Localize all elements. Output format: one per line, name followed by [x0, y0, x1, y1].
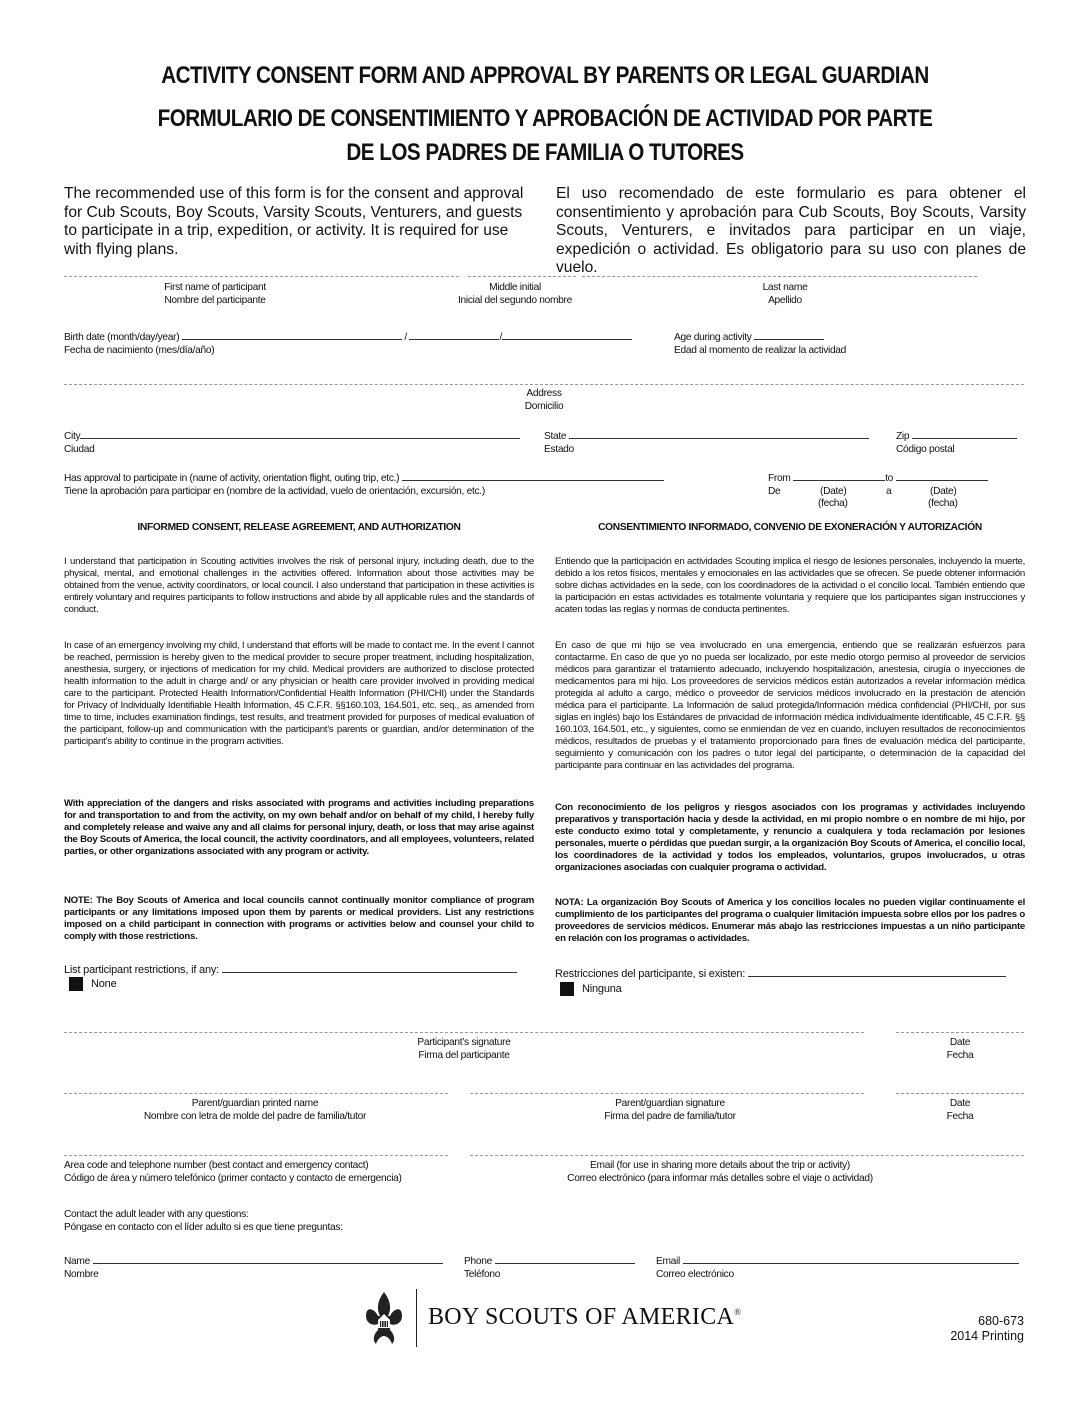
first-name-label-es: Nombre del participante [164, 294, 266, 306]
parent-phone-label-es: Código de área y número telefónico (primer contacto y contacto de emergencia) [64, 1172, 402, 1184]
parent-printed-name-label-es: Nombre con letra de molde del padre de familia/tutor [143, 1110, 367, 1122]
form-number: 680-673 [978, 1314, 1024, 1328]
state-field[interactable] [569, 430, 869, 439]
none-checkbox-en[interactable] [69, 977, 83, 991]
intro-spanish: El uso recomendado de este formulario es para obtener el consentimiento y aprobación para Cub Scouts, Boy Scouts, Varsity Scouts, Venturers, e invitados para participar en un viaje, expedición o actividad. Es obligatorio para su uso con planes de vuelo. [556, 185, 1026, 276]
middle-initial-label [430, 282, 600, 307]
from-date-field[interactable] [793, 472, 885, 481]
parent-phone-label [64, 1160, 454, 1185]
intro-english: The recommended use of this form is for the consent and approval for Cub Scouts, Boy Scouts, Varsity Scouts, Venturers, and guests to participate in a trip, expedition, or activity. It is required for use with flying plans. [64, 185, 524, 258]
first-name-field[interactable] [64, 276, 459, 277]
participant-signature-field[interactable] [64, 1032, 864, 1033]
first-name-label [115, 282, 315, 307]
state-label-en: State [544, 431, 567, 442]
birth-date-slash: / [404, 332, 407, 343]
parent-date-field[interactable] [896, 1093, 1024, 1094]
age-field[interactable] [754, 331, 824, 340]
none-label-es: Ninguna [582, 982, 622, 995]
leader-phone-field[interactable] [495, 1255, 635, 1264]
consent-paragraph-2-en: In case of an emergency involving my child, I understand that efforts will be made to contact me. In the event I cannot be reached, permission is hereby given to the medical provider to secure proper treatment, including hospitalization, anesthesia, surgery, or injections of medication for my child. Medical providers are authorized to disclose protected health information to the adult in charge and/ or any physician or health care provider involved in providing medical care to the participant. Protected Health Information/Confidential Health Information (PHI/CHI) under the Standards for Privacy of Individually Identifiable Health Information, 45 C.F.R. §§160.103, 164.501, etc. seq., as amended from time to time, includes examination findings, test results, and treatment provided for purposes of medical evaluation of the participant, follow-up and communication with the participant’s parents or guardian, and/or determination of the participant’s ability to continue in the program activities. [64, 640, 534, 747]
approval-label-es: Tiene la aprobación para participar en (nombre de la actividad, vuelo de orientación, excursión, etc.) [64, 485, 485, 497]
form-info [900, 1314, 1024, 1344]
participant-date-field[interactable] [896, 1032, 1024, 1033]
leader-email-label-en: Email [656, 1256, 680, 1267]
from-label-es: De [768, 485, 781, 497]
restrictions-field-en[interactable] [222, 964, 517, 973]
last-name-label-en: Last name [762, 282, 808, 293]
zip-field[interactable] [912, 430, 1017, 439]
city-label-es: Ciudad [64, 443, 95, 455]
address-label-en: Address [526, 388, 562, 399]
leader-name-field[interactable] [93, 1255, 443, 1264]
parent-printed-name-field[interactable] [64, 1093, 448, 1094]
middle-initial-field[interactable] [468, 276, 576, 277]
date-range-row [768, 472, 998, 510]
title-spanish-line-1: FORMULARIO DE CONSENTIMIENTO Y APROBACIÓN DE ACTIVIDAD POR PARTE [157, 105, 933, 132]
last-name-label-es: Apellido [768, 294, 802, 306]
zip-label-es: Código postal [896, 443, 955, 455]
leader-contact-intro [64, 1209, 564, 1234]
birth-year-field[interactable] [502, 331, 632, 340]
leader-email-field[interactable] [683, 1255, 1019, 1264]
birth-month-field[interactable] [182, 331, 402, 340]
from-label-en: From [768, 473, 791, 484]
state-label-es: Estado [544, 443, 574, 455]
last-name-label [730, 282, 840, 307]
note-paragraph-en: NOTE: The Boy Scouts of America and local councils cannot continually monitor compliance of program participants or any limitations imposed upon them by parents or medical providers. List any restrictions imposed on a child participant in connection with programs or activities below and counsel your child to comply with those restrictions. [64, 895, 534, 942]
parent-printed-name-label-en: Parent/guardian printed name [191, 1098, 319, 1109]
printing-year: 2014 Printing [950, 1329, 1024, 1343]
fleur-de-lis-icon [364, 1290, 404, 1346]
leader-contact-intro-en: Contact the adult leader with any questions: [64, 1209, 249, 1220]
consent-paragraph-1-en: I understand that participation in Scouting activities involves the risk of personal injury, including death, due to the physical, mental, and emotional challenges in the activities offered. Information about those activities may be obtained from the venue, activity coordinators, or local council. I also understand that participation in these activities is entirely voluntary and requires participants to follow instructions and abide by all applicable rules and the standards of conduct. [64, 556, 534, 615]
address-label-es: Domicilio [524, 400, 564, 412]
title-english: ACTIVITY CONSENT FORM AND APPROVAL BY PARENTS OR LEGAL GUARDIAN [161, 62, 929, 89]
last-name-field[interactable] [582, 276, 977, 277]
participant-signature-label-es: Firma del participante [418, 1049, 510, 1061]
none-checkbox-es[interactable] [560, 982, 574, 996]
city-row [64, 430, 534, 456]
restrictions-en [64, 964, 534, 991]
parent-printed-name-label [60, 1098, 450, 1123]
leader-phone-label-en: Phone [464, 1256, 492, 1267]
parent-date-label-es: Fecha [946, 1110, 974, 1122]
org-name [428, 1304, 741, 1331]
birth-date-row [64, 331, 674, 357]
parent-email-label-en: Email (for use in sharing more details about the trip or activity) [590, 1160, 850, 1171]
parent-signature-label-es: Firma del padre de familia/tutor [604, 1110, 736, 1122]
zip-label-en: Zip [896, 431, 910, 442]
city-label-en: City [64, 431, 81, 442]
middle-initial-label-en: Middle initial [489, 282, 541, 293]
birth-date-slash: / [499, 332, 502, 343]
to-label-en: to [885, 473, 894, 484]
leader-name-label-es: Nombre [64, 1268, 99, 1280]
address-label [494, 388, 594, 413]
title-spanish-line-2: DE LOS PADRES DE FAMILIA O TUTORES [346, 139, 744, 166]
restrictions-label-en: List participant restrictions, if any: [64, 964, 220, 976]
parent-signature-field[interactable] [470, 1093, 864, 1094]
leader-name-row [64, 1255, 454, 1281]
birth-day-field[interactable] [409, 331, 499, 340]
participant-date-label-en: Date [949, 1037, 971, 1048]
participant-date-label [920, 1037, 1000, 1062]
first-name-label-en: First name of participant [164, 282, 266, 293]
approval-row [64, 472, 754, 498]
parent-phone-label-en: Area code and telephone number (best contact and emergency contact) [64, 1160, 369, 1171]
from-date-hint-es: (fecha) [818, 497, 848, 509]
participant-date-label-es: Fecha [946, 1049, 974, 1061]
parent-phone-field[interactable] [64, 1155, 448, 1156]
title-spanish [128, 102, 962, 170]
restrictions-es [555, 968, 1025, 996]
restrictions-label-es: Restricciones del participante, si existen: [555, 968, 746, 980]
address-field[interactable] [64, 384, 1024, 385]
middle-initial-label-es: Inicial del segundo nombre [458, 294, 572, 306]
consent-heading-en: INFORMED CONSENT, RELEASE AGREEMENT, AND AUTHORIZATION [137, 522, 461, 533]
logo-divider [416, 1289, 417, 1347]
approval-label-en: Has approval to participate in (name of activity, orientation flight, outing trip, etc.) [64, 473, 400, 484]
birth-date-label-en: Birth date (month/day/year) [64, 332, 180, 343]
to-label-es: a [886, 485, 892, 497]
release-paragraph-en: With appreciation of the dangers and risks associated with programs and activities including preparations for and transportation to and from the activity, on my own behalf and/or on behalf of my child, I hereby fully and completely release and waive any and all claims for personal injury, death, or loss that may arise against the Boy Scouts of America, the local council, the activity coordinators, and all employees, volunteers, related parties, or other organizations associated with any program or activity. [64, 798, 534, 857]
parent-date-label-en: Date [949, 1098, 971, 1109]
participant-signature-label-en: Participant’s signature [417, 1037, 511, 1048]
parent-email-label-es: Correo electrónico (para informar más detalles sobre el viaje o actividad) [567, 1172, 873, 1184]
participant-signature-label [364, 1037, 564, 1062]
to-date-hint-en: (Date) [930, 485, 957, 497]
parent-email-label [530, 1160, 910, 1185]
birth-date-label-es: Fecha de nacimiento (mes/día/año) [64, 344, 215, 356]
note-paragraph-es: NOTA: La organización Boy Scouts of America y los concilios locales no pueden vigilar continuamente el cumplimiento de los participantes del programa o cualquier limitación impuesta sobre ellos por los padres o proveedores de servicios médicos. Enumerar más abajo las restricciones impuestas a un niño participante en relación con los programas o actividades. [555, 897, 1025, 944]
leader-email-row [656, 1255, 1026, 1281]
consent-heading-es: CONSENTIMIENTO INFORMADO, CONVENIO DE EXONERACIÓN Y AUTORIZACIÓN [598, 522, 982, 533]
to-date-field[interactable] [896, 472, 988, 481]
activity-name-field[interactable] [402, 472, 664, 481]
release-paragraph-es: Con reconocimiento de los peligros y riesgos asociados con los programas y actividades incluyendo preparativos y transportación hacia y desde la actividad, en mi propio nombre o en nombre de mi hijo, por este conducto eximo total y completamente, y renuncio a cualquiera y toda reclamación por lesiones personales, muerte o pérdidas que puedan surgir, a la organización Boy Scouts of America, el concilio local, los coordinadores de la actividad y todos los empleados, voluntarios, grupos involucrados, u otras organizaciones asociadas con cualquier programa o actividad. [555, 802, 1025, 873]
restrictions-field-es[interactable] [748, 968, 1006, 977]
leader-phone-row [464, 1255, 644, 1281]
zip-row [896, 430, 1026, 456]
consent-paragraph-2-es: En caso de que mi hijo se vea involucrado en una emergencia, entiendo que se realizarán esfuerzos para contactarme. En caso de que yo no pueda ser localizado, por este medio otorgo permiso al proveedor de servicios médicos para garantizar el tratamiento adecuado, incluyendo hospitalización, anestesia, cirugía o inyecciones de medicamentos para mi hijo. Los proveedores de servicios médicos están autorizados a revelar información médica protegida al adulto a cargo, médico o proveedor de servicios médicos involucrado en la prestación de atención médica para el participante. La Información de salud protegida/Información médica confidencial (PHI/CHI, por sus siglas en inglés) bajo los Estándares de privacidad de información médica individualmente identificable, 45 C.F.R. §§ 160.103, 164.501, etc., y siguientes, como se enmiendan de vez en cuando, incluyen resultados de reconocimientos médicos, resultados de pruebas y el tratamiento proporcionado para fines de evaluación médica del participante, seguimiento y comunicación con los padres o tutor legal del participante, o determinación de la capacidad del participante para continuar en las actividades del programa. [555, 640, 1025, 771]
to-date-hint-es: (fecha) [928, 497, 958, 509]
registered-mark: ® [734, 1307, 742, 1317]
leader-email-label-es: Correo electrónico [656, 1268, 734, 1280]
leader-phone-label-es: Teléfono [464, 1268, 501, 1280]
consent-paragraph-1-es: Entiendo que la participación en actividades Scouting implica el riesgo de lesiones personales, incluyendo la muerte, debido a los retos físicos, mentales y emocionales en las actividades que se ofrecen. Se puede obtener información sobre dichas actividades en la sede, con los coordinadores de la actividad o el concilio local. También entiendo que la participación en estas actividades es totalmente voluntaria y requiere que los participantes sigan instrucciones y acaten todas las reglas y normas de conducta pertinentes. [555, 556, 1025, 615]
from-date-hint-en: (Date) [820, 485, 847, 497]
age-label-es: Edad al momento de realizar la actividad [674, 344, 847, 356]
parent-email-field[interactable] [470, 1155, 1024, 1156]
leader-name-label-en: Name [64, 1256, 90, 1267]
parent-signature-label [520, 1098, 820, 1123]
state-row [544, 430, 884, 456]
leader-contact-intro-es: Póngase en contacto con el líder adulto si es que tiene preguntas: [64, 1221, 343, 1233]
age-row [674, 331, 914, 357]
parent-date-label [920, 1098, 1000, 1123]
parent-signature-label-en: Parent/guardian signature [615, 1098, 725, 1109]
city-field[interactable] [80, 430, 520, 439]
none-label-en: None [91, 977, 117, 990]
age-label-en: Age during activity [674, 332, 752, 343]
org-name-text: BOY SCOUTS OF AMERICA [428, 1304, 735, 1330]
